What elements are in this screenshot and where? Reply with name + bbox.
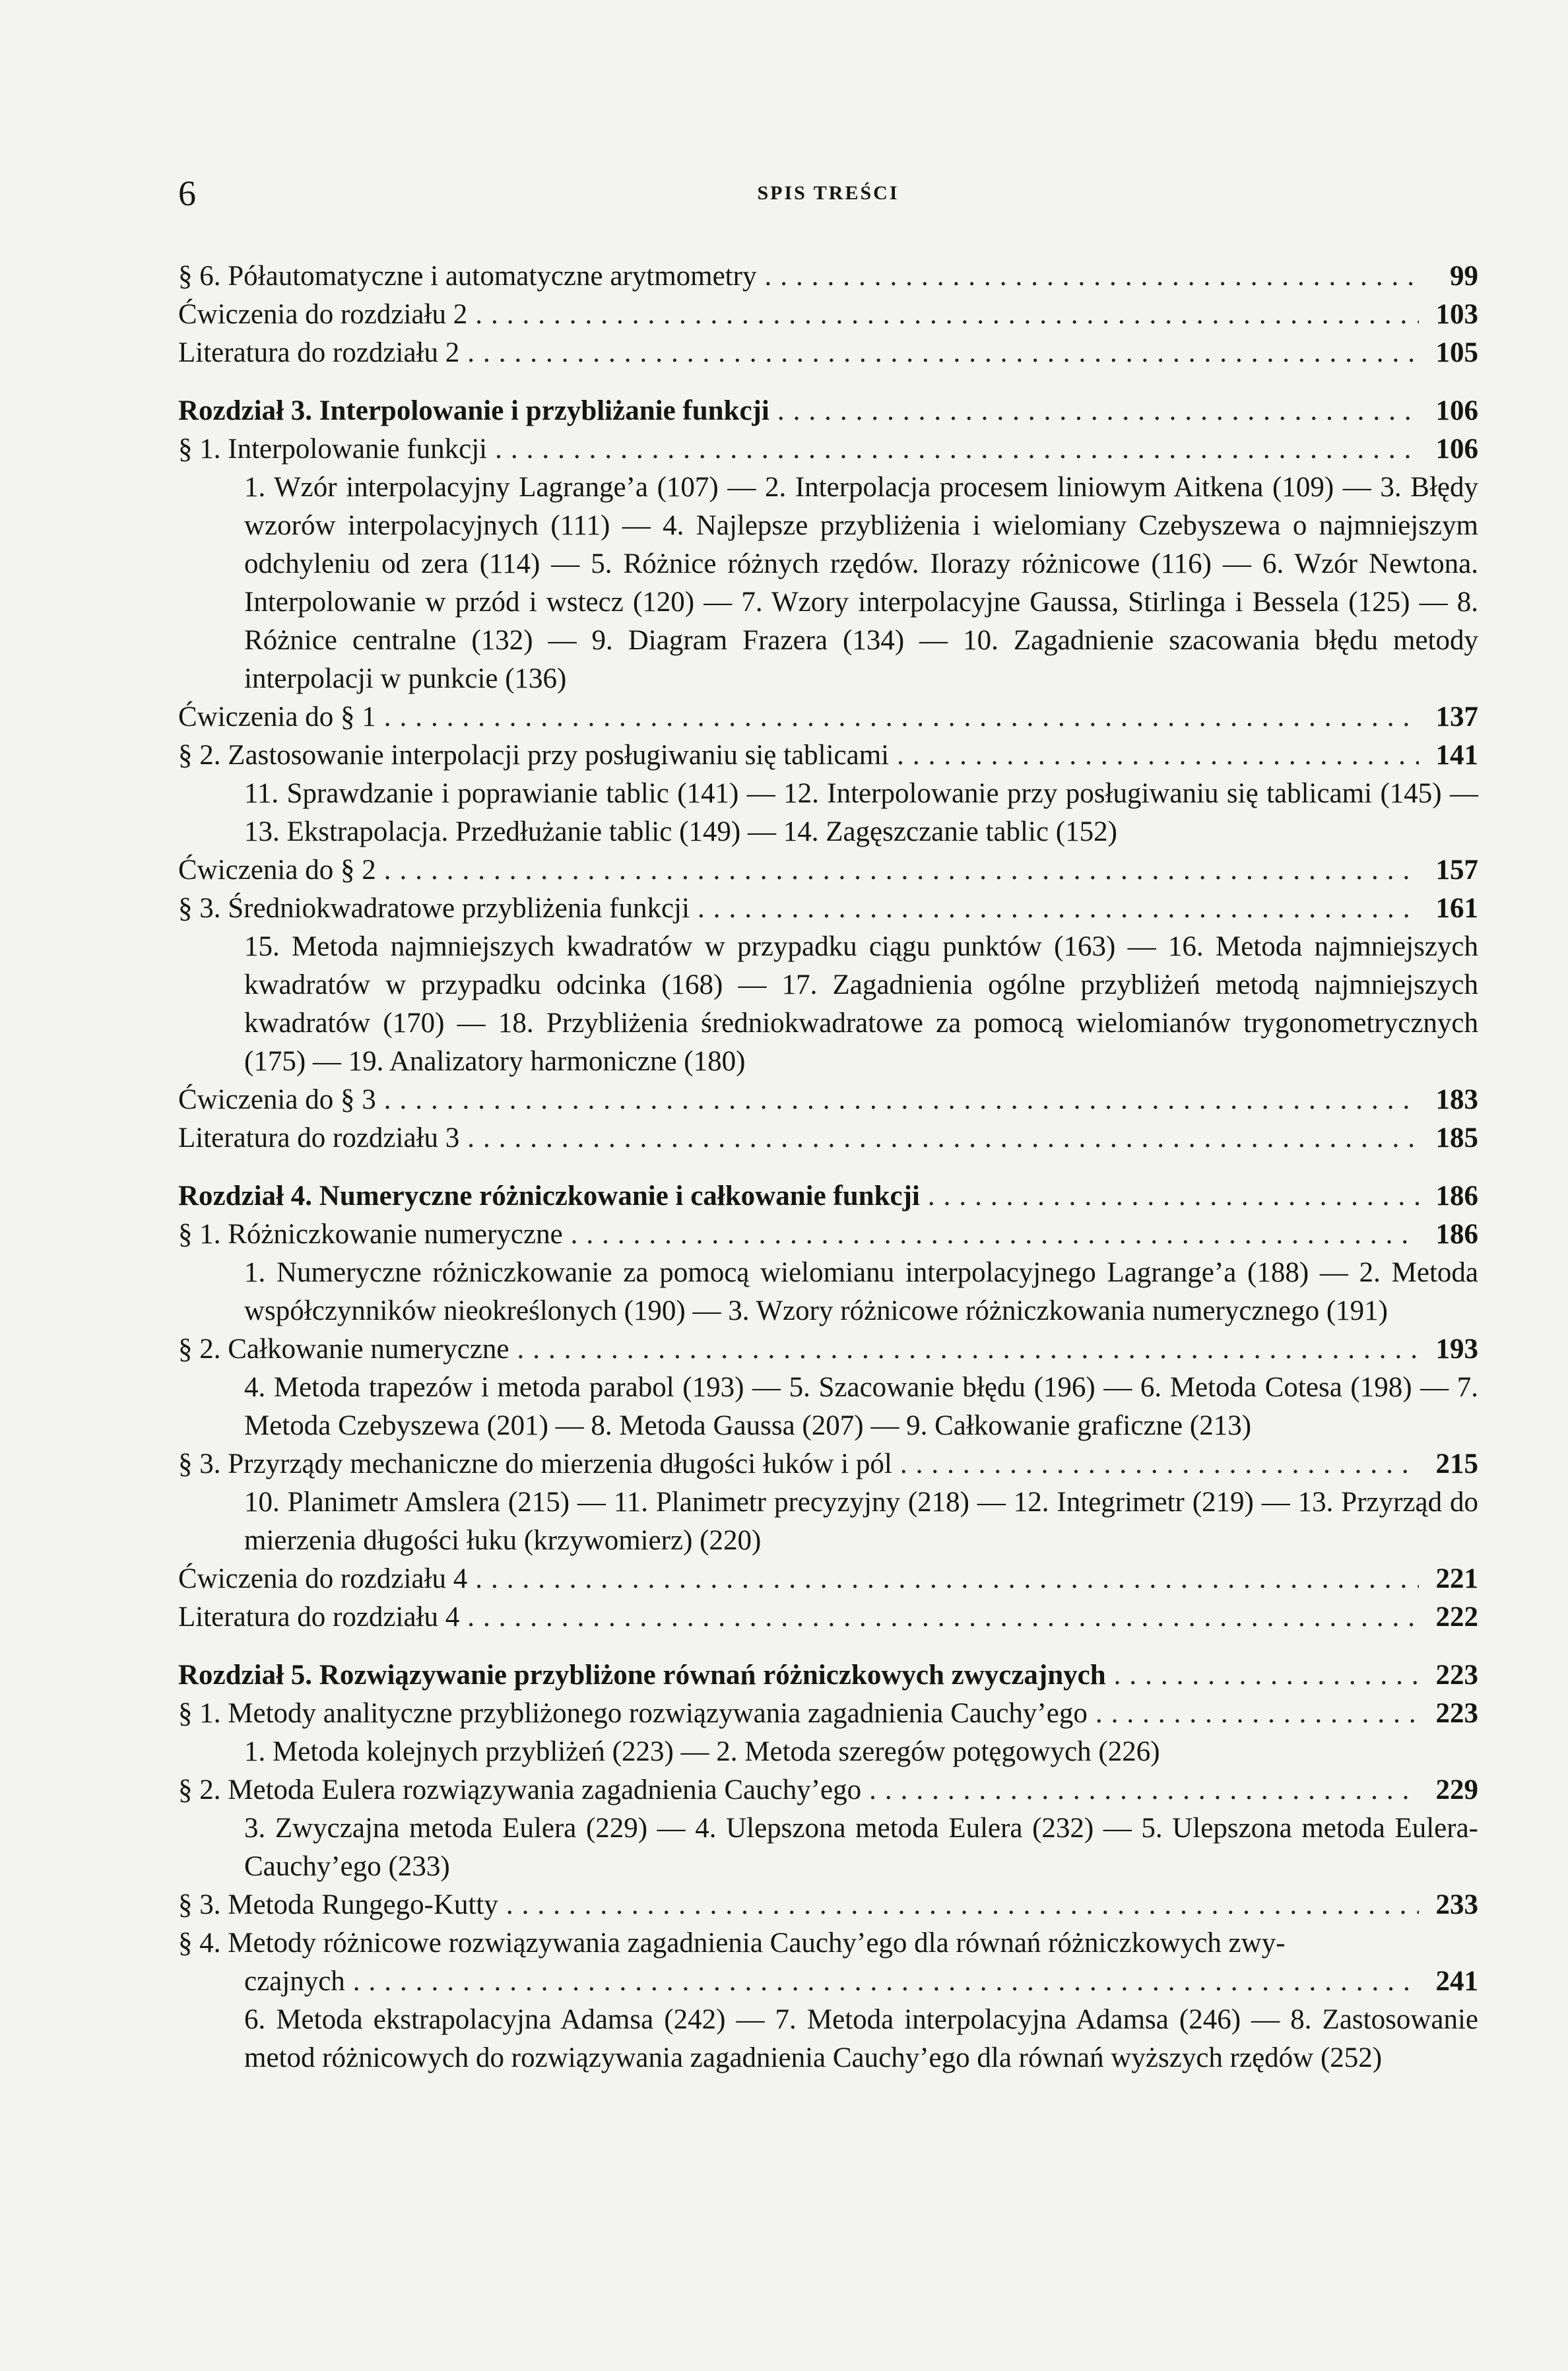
- toc-page-number: 215: [1435, 1448, 1478, 1479]
- toc-entry: [178, 1081, 1478, 1119]
- toc-entry: [178, 257, 1478, 296]
- toc-page-number: 137: [1435, 701, 1478, 732]
- toc-entry-label: § 1. Różniczkowanie numeryczne: [178, 1219, 563, 1250]
- leader-dots: [900, 1445, 1419, 1483]
- leader-dots: [928, 1177, 1419, 1216]
- toc-entry-label: Literatura do rozdziału 2: [178, 337, 460, 368]
- toc-subsection-list: 1. Metoda kolejnych przybliżeń (223) — 2. Metoda szeregów potęgowych (226): [244, 1736, 1160, 1767]
- toc-entry: [178, 1771, 1478, 1809]
- toc-entry-label: § 4. Metody różnicowe rozwiązywania zagadnienia Cauchy’ego dla równań różniczkowych zwy-: [178, 1928, 1286, 1959]
- toc-entry: [178, 890, 1478, 928]
- leader-dots: [571, 1216, 1419, 1254]
- page-header: [178, 173, 1478, 212]
- toc-entry-label: § 2. Zastosowanie interpolacji przy posługiwaniu się tablicami: [178, 740, 890, 771]
- toc-page-number: 161: [1435, 893, 1478, 924]
- leader-dots: [698, 890, 1419, 928]
- toc-subsection-list: 6. Metoda ekstrapolacyjna Adamsa (242) — 7. Metoda interpolacyjna Adamsa (246) — 8. Zastosowanie metod różnicowych do rozwiązywania zagadnienia Cauchy’ego dla równań wyższych rzędów (252): [244, 2004, 1478, 2073]
- leader-dots: [384, 1081, 1419, 1119]
- toc-entry: [178, 1886, 1478, 1924]
- toc-entry: [178, 1216, 1478, 1254]
- toc-entry-label: Rozdział 5. Rozwiązywanie przybliżone równań różniczkowych zwyczajnych: [178, 1660, 1106, 1691]
- toc-entry: [178, 851, 1478, 890]
- toc-entry: [178, 1695, 1478, 1733]
- toc-entry-label: § 3. Średniokwadratowe przybliżenia funkcji: [178, 893, 690, 924]
- toc-entry-label: § 1. Interpolowanie funkcji: [178, 434, 488, 465]
- toc-subsection-list: 1. Numeryczne różniczkowanie za pomocą wielomianu interpolacyjnego Lagrange’a (188) — 2. Metoda współczynników nieokreślonych (190) — 3. Wzory różnicowe różniczkowania numerycznego (191): [244, 1257, 1478, 1326]
- toc-entry: [178, 430, 1478, 469]
- toc-entry-label: Ćwiczenia do § 3: [178, 1084, 376, 1115]
- toc-page-number: 223: [1435, 1660, 1478, 1691]
- leader-dots: [764, 257, 1419, 296]
- toc-page-number: 141: [1435, 740, 1478, 771]
- leader-dots: [467, 1119, 1419, 1157]
- toc-page-number: 186: [1435, 1219, 1478, 1250]
- toc-entry-label: § 6. Półautomatyczne i automatyczne arytmometry: [178, 261, 757, 292]
- toc-page-number: 99: [1450, 261, 1478, 292]
- toc-chapter-heading: [178, 1177, 1478, 1216]
- leader-dots: [897, 736, 1419, 775]
- toc-page-number: 106: [1435, 434, 1478, 465]
- leader-dots: [777, 392, 1419, 430]
- toc-subsection-list: 4. Metoda trapezów i metoda parabol (193) — 5. Szacowanie błędu (196) — 6. Metoda Cotesa (198) — 7. Metoda Czebyszewa (201) — 8. Metoda Gaussa (207) — 9. Całkowanie graficzne (213): [244, 1372, 1478, 1441]
- leader-dots: [506, 1886, 1419, 1924]
- toc-entry: [178, 1445, 1478, 1483]
- toc-page-number: 223: [1435, 1698, 1478, 1729]
- toc-subsection-list: 1. Wzór interpolacyjny Lagrange’a (107) — 2. Interpolacja procesem liniowym Aitkena (109) — 3. Błędy wzorów interpolacyjnych (111) — 4. Najlepsze przybliżenia i wielomiany Czebyszewa o najmniejszym odchyleniu od zera (114) — 5. Różnice różnych rzędów. Ilorazy różnicowe (116) — 6. Wzór Newtona. Interpolowanie w przód i wstecz (120) — 7. Wzory interpolacyjne Gaussa, Stirlinga i Bessela (125) — 8. Różnice centralne (132) — 9. Diagram Frazera (134) — 10. Zagadnienie szacowania błędu metody interpolacji w punkcie (136): [244, 472, 1478, 694]
- leader-dots: [384, 698, 1419, 736]
- toc-entry-label: § 3. Metoda Rungego-Kutty: [178, 1889, 498, 1920]
- toc-entry: [178, 1330, 1478, 1369]
- toc-entry: [178, 698, 1478, 736]
- toc-page-number: 157: [1435, 855, 1478, 886]
- toc-entry-label: Literatura do rozdziału 3: [178, 1122, 460, 1153]
- toc-entry-label: § 1. Metody analityczne przybliżonego rozwiązywania zagadnienia Cauchy’ego: [178, 1698, 1088, 1729]
- leader-dots: [475, 296, 1419, 334]
- toc-page-number: 229: [1435, 1774, 1478, 1805]
- toc-entry-label-continued: czajnych: [244, 1966, 345, 1997]
- leader-dots: [467, 1598, 1419, 1637]
- toc-page-number: 185: [1435, 1122, 1478, 1153]
- toc-subsection-list: 10. Planimetr Amslera (215) — 11. Planimetr precyzyjny (218) — 12. Integrimetr (219) — 13. Przyrząd do mierzenia długości łuku (krzywomierz) (220): [244, 1487, 1478, 1556]
- leader-dots: [1095, 1695, 1419, 1733]
- toc-page-number: 105: [1435, 337, 1478, 368]
- toc-chapter-heading: [178, 392, 1478, 430]
- toc-entry-label: § 2. Całkowanie numeryczne: [178, 1334, 509, 1365]
- toc-entry: [178, 1560, 1478, 1598]
- toc-page-number: 186: [1435, 1181, 1478, 1212]
- toc-entry-label: Rozdział 3. Interpolowanie i przybliżanie funkcji: [178, 395, 769, 426]
- toc-entry: [178, 1963, 1478, 2001]
- toc-page-number: 103: [1435, 299, 1478, 330]
- toc-entry-label: § 2. Metoda Eulera rozwiązywania zagadnienia Cauchy’ego: [178, 1774, 862, 1805]
- toc-subsection-list: 15. Metoda najmniejszych kwadratów w przypadku ciągu punktów (163) — 16. Metoda najmniejszych kwadratów w przypadku odcinka (168) — 17. Zagadnienia ogólne przybliżeń metodą najmniejszych kwadratów (170) — 18. Przybliżenia średniokwadratowe za pomocą wielomianów trygonometrycznych (175) — 19. Analizatory harmoniczne (180): [244, 931, 1478, 1077]
- toc-entry-label: Ćwiczenia do § 2: [178, 855, 376, 886]
- toc-entry-label: Ćwiczenia do rozdziału 4: [178, 1563, 468, 1594]
- leader-dots: [869, 1771, 1419, 1809]
- leader-dots: [1114, 1656, 1419, 1695]
- toc-entry-label: § 3. Przyrządy mechaniczne do mierzenia długości łuków i pól: [178, 1448, 892, 1479]
- toc-entry: [178, 1598, 1478, 1637]
- toc-subsection-list: 3. Zwyczajna metoda Eulera (229) — 4. Ulepszona metoda Eulera (232) — 5. Ulepszona metoda Eulera-Cauchy’ego (233): [244, 1813, 1478, 1882]
- table-of-contents: [178, 257, 1478, 2077]
- toc-page-number: 193: [1435, 1334, 1478, 1365]
- page-number: 6: [178, 174, 196, 213]
- toc-page-number: 241: [1435, 1966, 1478, 1997]
- leader-dots: [467, 334, 1419, 372]
- leader-dots: [384, 851, 1419, 890]
- toc-entry: [178, 736, 1478, 775]
- toc-page-number: 106: [1435, 395, 1478, 426]
- toc-subsection-list: 11. Sprawdzanie i poprawianie tablic (141) — 12. Interpolowanie przy posługiwaniu się tablicami (145) — 13. Ekstrapolacja. Przedłużanie tablic (149) — 14. Zagęszczanie tablic (152): [244, 778, 1478, 847]
- toc-entry: [178, 334, 1478, 372]
- running-title: SPIS TREŚCI: [757, 182, 899, 204]
- toc-entry-label: Rozdział 4. Numeryczne różniczkowanie i całkowanie funkcji: [178, 1181, 920, 1212]
- toc-page-number: 183: [1435, 1084, 1478, 1115]
- toc-entry-label: Ćwiczenia do rozdziału 2: [178, 299, 468, 330]
- toc-page-number: 233: [1435, 1889, 1478, 1920]
- leader-dots: [353, 1963, 1419, 2001]
- toc-entry: [178, 1119, 1478, 1157]
- leader-dots: [475, 1560, 1419, 1598]
- toc-entry-label: Ćwiczenia do § 1: [178, 701, 376, 732]
- toc-page-number: 221: [1435, 1563, 1478, 1594]
- toc-chapter-heading: [178, 1656, 1478, 1695]
- leader-dots: [517, 1330, 1420, 1369]
- leader-dots: [495, 430, 1419, 469]
- toc-entry-label: Literatura do rozdziału 4: [178, 1602, 460, 1633]
- toc-entry: [178, 296, 1478, 334]
- toc-page-number: 222: [1435, 1602, 1478, 1633]
